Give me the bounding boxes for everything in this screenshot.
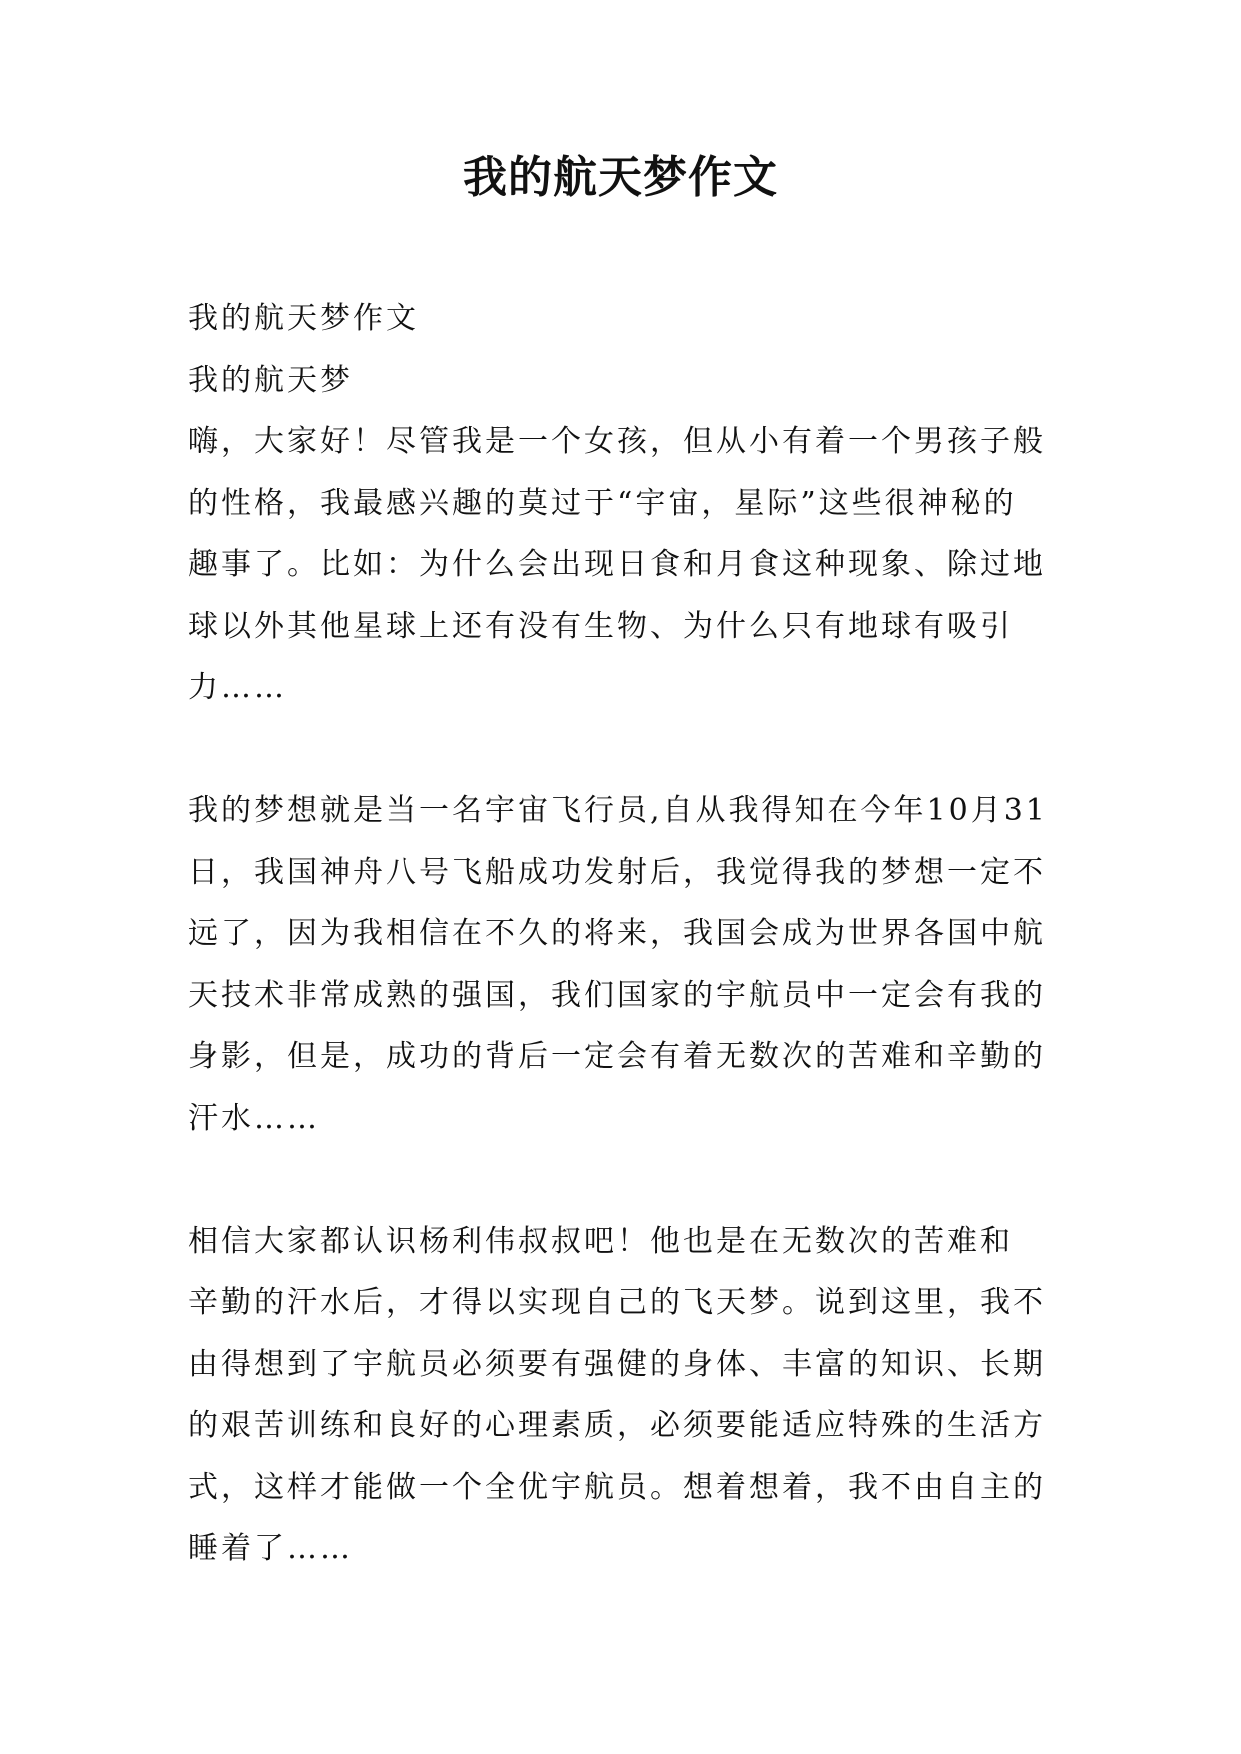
paragraph-line: 嗨，大家好！尽管我是一个女孩，但从小有着一个男孩子般 [188, 424, 1046, 459]
paragraph-line: 汗水…… [188, 1100, 320, 1136]
paragraph-line: 由得想到了宇航员必须要有强健的身体、丰富的知识、长期 [188, 1346, 1046, 1382]
paragraph-2 [188, 780, 1054, 1149]
paragraph-line: 的艰苦训练和良好的心理素质，必须要能适应特殊的生活方 [188, 1408, 1046, 1443]
subheading-dream-title: 我的航天梦 [188, 362, 353, 398]
paragraph-spacer [188, 1149, 1054, 1211]
paragraph-line: 日，我国神舟八号飞船成功发射后，我觉得我的梦想一定不 [188, 854, 1046, 890]
paragraph-line: 远了，因为我相信在不久的将来，我国会成为世界各国中航 [188, 916, 1046, 951]
paragraph-line: 力…… [188, 670, 287, 705]
paragraph-spacer [188, 719, 1054, 781]
paragraph-line: 式，这样才能做一个全优宇航员。想着想着，我不由自主的 [188, 1469, 1046, 1505]
paragraph-line: 辛勤的汗水后，才得以实现自己的飞天梦。说到这里，我不 [188, 1285, 1046, 1320]
paragraph-1 [188, 411, 1054, 719]
paragraph-3 [188, 1211, 1054, 1580]
paragraph-line: 我的梦想就是当一名宇宙飞行员,自从我得知在今年10月31 [188, 793, 1048, 828]
paragraph-line: 睡着了…… [188, 1531, 353, 1566]
paragraph-line: 趣事了。比如：为什么会出现日食和月食这种现象、除过地 [188, 547, 1046, 582]
paragraph-line: 的性格，我最感兴趣的莫过于“宇宙，星际”这些很神秘的 [188, 485, 1017, 521]
paragraph-line: 相信大家都认识杨利伟叔叔吧！他也是在无数次的苦难和 [188, 1223, 1013, 1259]
paragraph-line: 天技术非常成熟的强国，我们国家的宇航员中一定会有我的 [188, 977, 1046, 1013]
document-body [188, 288, 1054, 1580]
paragraph-line: 球以外其他星球上还有没有生物、为什么只有地球有吸引 [188, 608, 1013, 644]
subheading-essay-title: 我的航天梦作文 [188, 301, 419, 336]
paragraph-line: 身影，但是，成功的背后一定会有着无数次的苦难和辛勤的 [188, 1039, 1046, 1074]
document-title: 我的航天梦作文 [463, 152, 778, 203]
